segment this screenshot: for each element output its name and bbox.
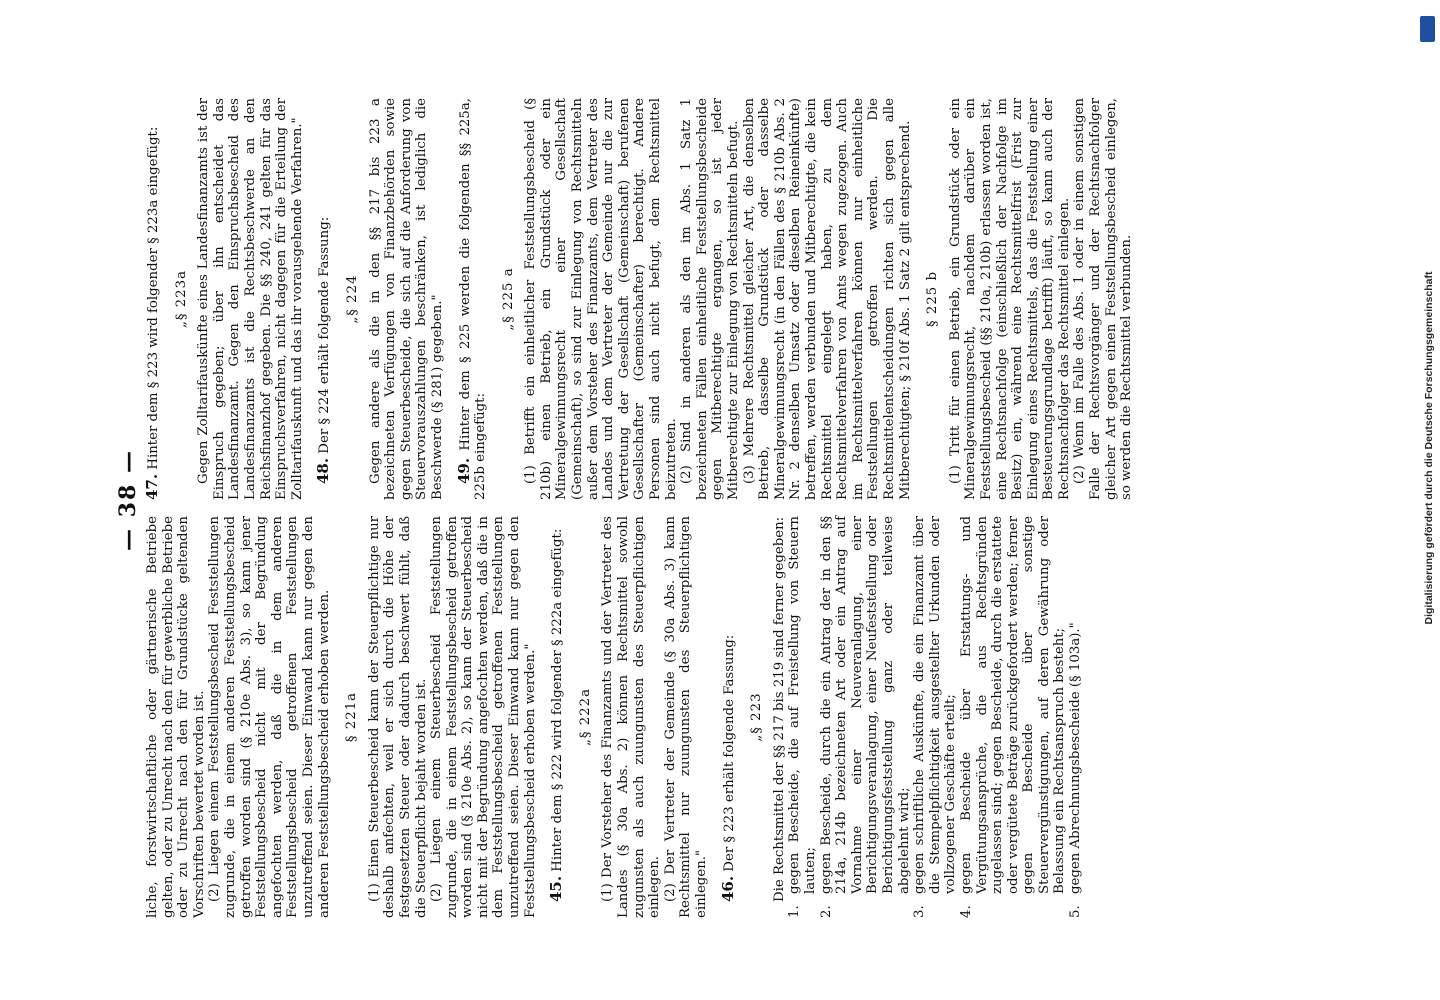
paragraph: (1) Einen Steuerbescheid kann der Steuerpflichtige nur deshalb anfechten, weil er sich durch die Höhe der festgesetzten Steuer oder dadurch beschwert fühlt, daß die Steuerpflicht bejaht worden ist. bbox=[366, 516, 429, 918]
list-number: 1. bbox=[787, 905, 803, 918]
section-heading: „§ 223a bbox=[173, 269, 189, 329]
numbered-list bbox=[787, 516, 1083, 918]
item-paragraph bbox=[454, 98, 489, 500]
item-text: Hinter dem § 223 wird folgender § 223a eingefügt: bbox=[146, 126, 161, 470]
section-heading: § 225 b bbox=[925, 271, 941, 327]
paragraph: Die Rechtsmittel der §§ 217 bis 219 sind ferner gegeben: bbox=[771, 516, 787, 903]
list-number: 4. bbox=[958, 905, 974, 918]
section-heading: § 221a bbox=[344, 691, 360, 743]
item-text: Hinter dem § 222 wird folgender § 222a eingefügt: bbox=[550, 528, 566, 872]
dfg-logo-icon bbox=[1420, 16, 1435, 42]
paragraph: (1) Der Vorsteher des Finanzamts und der Vertreter des Landes (§ 30a Abs. 2) können Rechtsmittel sowohl zugunsten als auch zuungunsten des Steuerpflichtigen einlegen. bbox=[600, 516, 663, 918]
list-item bbox=[819, 516, 913, 918]
list-text: gegen schriftliche Auskünfte, die ein Finanzamt über die Stempelpflichtigkeit ausgestellter Urkunden oder vollzogener Geschäfte erteilt; bbox=[912, 516, 959, 894]
left-column bbox=[145, 516, 1340, 918]
list-text: gegen Bescheide, die auf Freistellung von Steuern lauten; bbox=[787, 516, 818, 894]
list-number: 5. bbox=[1068, 905, 1084, 918]
page-number: — 38 — bbox=[115, 449, 141, 551]
section-heading: „§ 223 bbox=[749, 692, 765, 742]
paragraph: (1) Tritt für einen Betrieb, ein Grundstück oder ein Mineralgewinnungsrecht, nachdem darüber ein Feststellungsbescheid (§§ 210a, 210b) erlassen worden ist, eine Rechtsnachfolge (einschließlich der Nachfolge im Besitz) ein, während eine Rechtsmittelfrist (Frist zur Einlegung eines Rechtsmittels, das die Feststellung einer Besteuerungsgrundlage betrifft) läuft, so kann auch der Rechtsnachfolger das Rechtsmittel einlegen. bbox=[947, 98, 1072, 500]
list-text: gegen Bescheide über Erstattungs- und Vergütungsansprüche, die aus Rechtsgründen zugelassen sind; gegen Bescheide, durch die erstattete oder vergütete Beträge zurückgefordert werden; ferner gegen Bescheide über sonstige Steuervergünstigungen, auf deren Gewährung oder Belassung ein Rechtsanspruch besteht; bbox=[958, 516, 1068, 894]
paragraph: (1) Betrifft ein einheitlicher Feststellungsbescheid (§ 210b) einen Betrieb, ein Grundstück oder ein Mineralgewinnungsrecht einer Gesellschaft (Gemeinschaft), so sind zur Einlegung von Rechtsmitteln außer dem Vorsteher des Finanzamts, dem Vertreter des Landes und dem Vertreter der Gemeinde nur die zur Vertretung der Gesellschaft (Gemeinschaft) berufenen Gesellschafter (Gemeinschafter) berechtigt. Andere Personen sind auch nicht befugt, dem Rechtsmittel beizutreten. bbox=[523, 98, 679, 500]
item-number: 47. bbox=[143, 473, 161, 500]
item-number: 46. bbox=[718, 875, 737, 903]
item-text: Hinter dem § 225 werden die folgenden §§ 225a, 225b eingefügt: bbox=[457, 98, 489, 500]
paragraph: Gegen andere als die in den §§ 217 bis 223 a bezeichneten Verfügungen von Finanzbehörden sowie gegen Steuerbescheide, die sich auf die Anforderung von Steuervorauszahlungen beschränken, ist lediglich die Beschwerde (§ 281) gegeben." bbox=[367, 98, 445, 500]
list-number: 2. bbox=[818, 905, 834, 918]
list-text: gegen Abrechnungsbescheide (§ 103a)." bbox=[1068, 622, 1084, 894]
paragraph: (3) Mehrere Rechtsmittel gleicher Art, die denselben Betrieb, dasselbe Grundstück oder dasselbe Mineralgewinnungsrecht (in den Fällen des § 210b Abs. 2 Nr. 2 denselben Umsatz oder dieselben Reineinkünfte) betreffen, werden verbunden und Mitberechtigte, die kein Rechtsmittel eingelegt haben, zu dem Rechtsmittelverfahren von Amts wegen zugezogen. Auch im Rechtsmittelverfahren können nur einheitliche Feststellungen getroffen werden. Die Rechtsmittelentscheidungen richten sich gegen alle Mitberechtigten; § 210f Abs. 1 Satz 2 gilt entsprechend. bbox=[741, 98, 913, 500]
right-column bbox=[145, 98, 1340, 500]
list-item bbox=[1068, 516, 1084, 918]
list-item bbox=[959, 516, 1068, 918]
section-heading: „§ 224 bbox=[344, 274, 360, 324]
paragraph: (2) Liegen einem Feststellungsbescheid Feststellungen zugrunde, die in einem anderen Feststellungsbescheid getroffen worden sind (§ 210e Abs. 3), so kann jener Feststellungsbescheid nicht mit der Begründung angefochten werden, daß die in dem anderen Feststellungsbescheid getroffenen Feststellungen unzutreffend seien. Dieser Einwand kann nur gegen den anderen Feststellungsbescheid erhoben werden. bbox=[207, 516, 332, 918]
item-paragraph bbox=[316, 98, 333, 500]
item-text: Der § 224 erhält folgende Fassung: bbox=[317, 216, 333, 454]
item-paragraph bbox=[549, 516, 566, 918]
paragraph: liche, forstwirtschaftliche oder gärtnerische Betriebe gelten, oder zu Unrecht nach den für gewerbliche Betriebe oder zu Unrecht nach den für Grundstücke geltenden Vorschriften bewertet worden ist. bbox=[145, 516, 207, 918]
item-number: 45. bbox=[547, 875, 566, 903]
item-number: 49. bbox=[454, 457, 473, 485]
list-item bbox=[787, 516, 818, 918]
list-text: gegen Bescheide, durch die ein Antrag der in den §§ 214a, 214b bezeichneten Art oder ein Antrag auf Vornahme einer Neuveranlagung, einer Berichtigungsveranlagung, einer Neufeststellung oder Berichtigungsfeststellung ganz oder teilweise abgelehnt wird; bbox=[818, 516, 912, 894]
list-item bbox=[912, 516, 959, 918]
section-heading: „§ 222a bbox=[577, 687, 593, 747]
paragraph: Gegen Zolltarifauskünfte eines Landesfinanzamts ist der Einspruch gegeben; über ihn entscheidet das Landesfinanzamt. Gegen den Einspruchsbescheid des Landesfinanzamts ist die Rechtsbeschwerde an den Reichsfinanzhof gegeben. Die §§ 240, 241 gelten für das Einspruchsverfahren, nicht dagegen für die Erteilung der Zolltarifauskunft und das ihr vorausgehende Verfahren." bbox=[196, 98, 305, 500]
section-heading: „§ 225 a bbox=[500, 267, 516, 331]
item-paragraph bbox=[145, 98, 162, 500]
list-number: 3. bbox=[912, 905, 928, 918]
item-number: 48. bbox=[314, 457, 333, 485]
watermark-text: Digitalisierung gefördert durch die Deutsche Forschungsgemeinschaft bbox=[1423, 271, 1435, 625]
item-paragraph bbox=[718, 516, 738, 918]
paragraph: (2) Wenn im Falle des Abs. 1 oder in einem sonstigen Falle der Rechtsvorgänger und der Rechtsnachfolger gleicher Art gegen einen Feststellungsbescheid einlegen, so werden die Rechtsmittel verbunden. bbox=[1072, 98, 1135, 500]
item-text: Der § 223 erhält folgende Fassung: bbox=[721, 634, 737, 872]
paragraph: (2) Sind in anderen als den im Abs. 1 Satz 1 bezeichneten Fällen einheitliche Feststellungsbescheide gegen Mitberechtigte ergangen, so ist jeder Mitberechtigte zur Einlegung von Rechtsmitteln befugt. bbox=[679, 98, 741, 500]
dfg-watermark bbox=[1418, 8, 1440, 992]
paragraph: (2) Liegen einem Steuerbescheid Feststellungen zugrunde, die in einem Feststellungsbescheid getroffen worden sind (§ 210e Abs. 2), so kann der Steuerbescheid nicht mit der Begründung angefochten werden, daß die in dem Feststellungsbescheid getroffenen Feststellungen unzutreffend seien. Dieser Einwand kann nur gegen den Feststellungsbescheid erhoben werden." bbox=[429, 516, 538, 918]
paragraph: (2) Der Vertreter der Gemeinde (§ 30a Abs. 3) kann Rechtsmittel nur zuungunsten des Steuerpflichtigen einlegen." bbox=[662, 516, 709, 918]
